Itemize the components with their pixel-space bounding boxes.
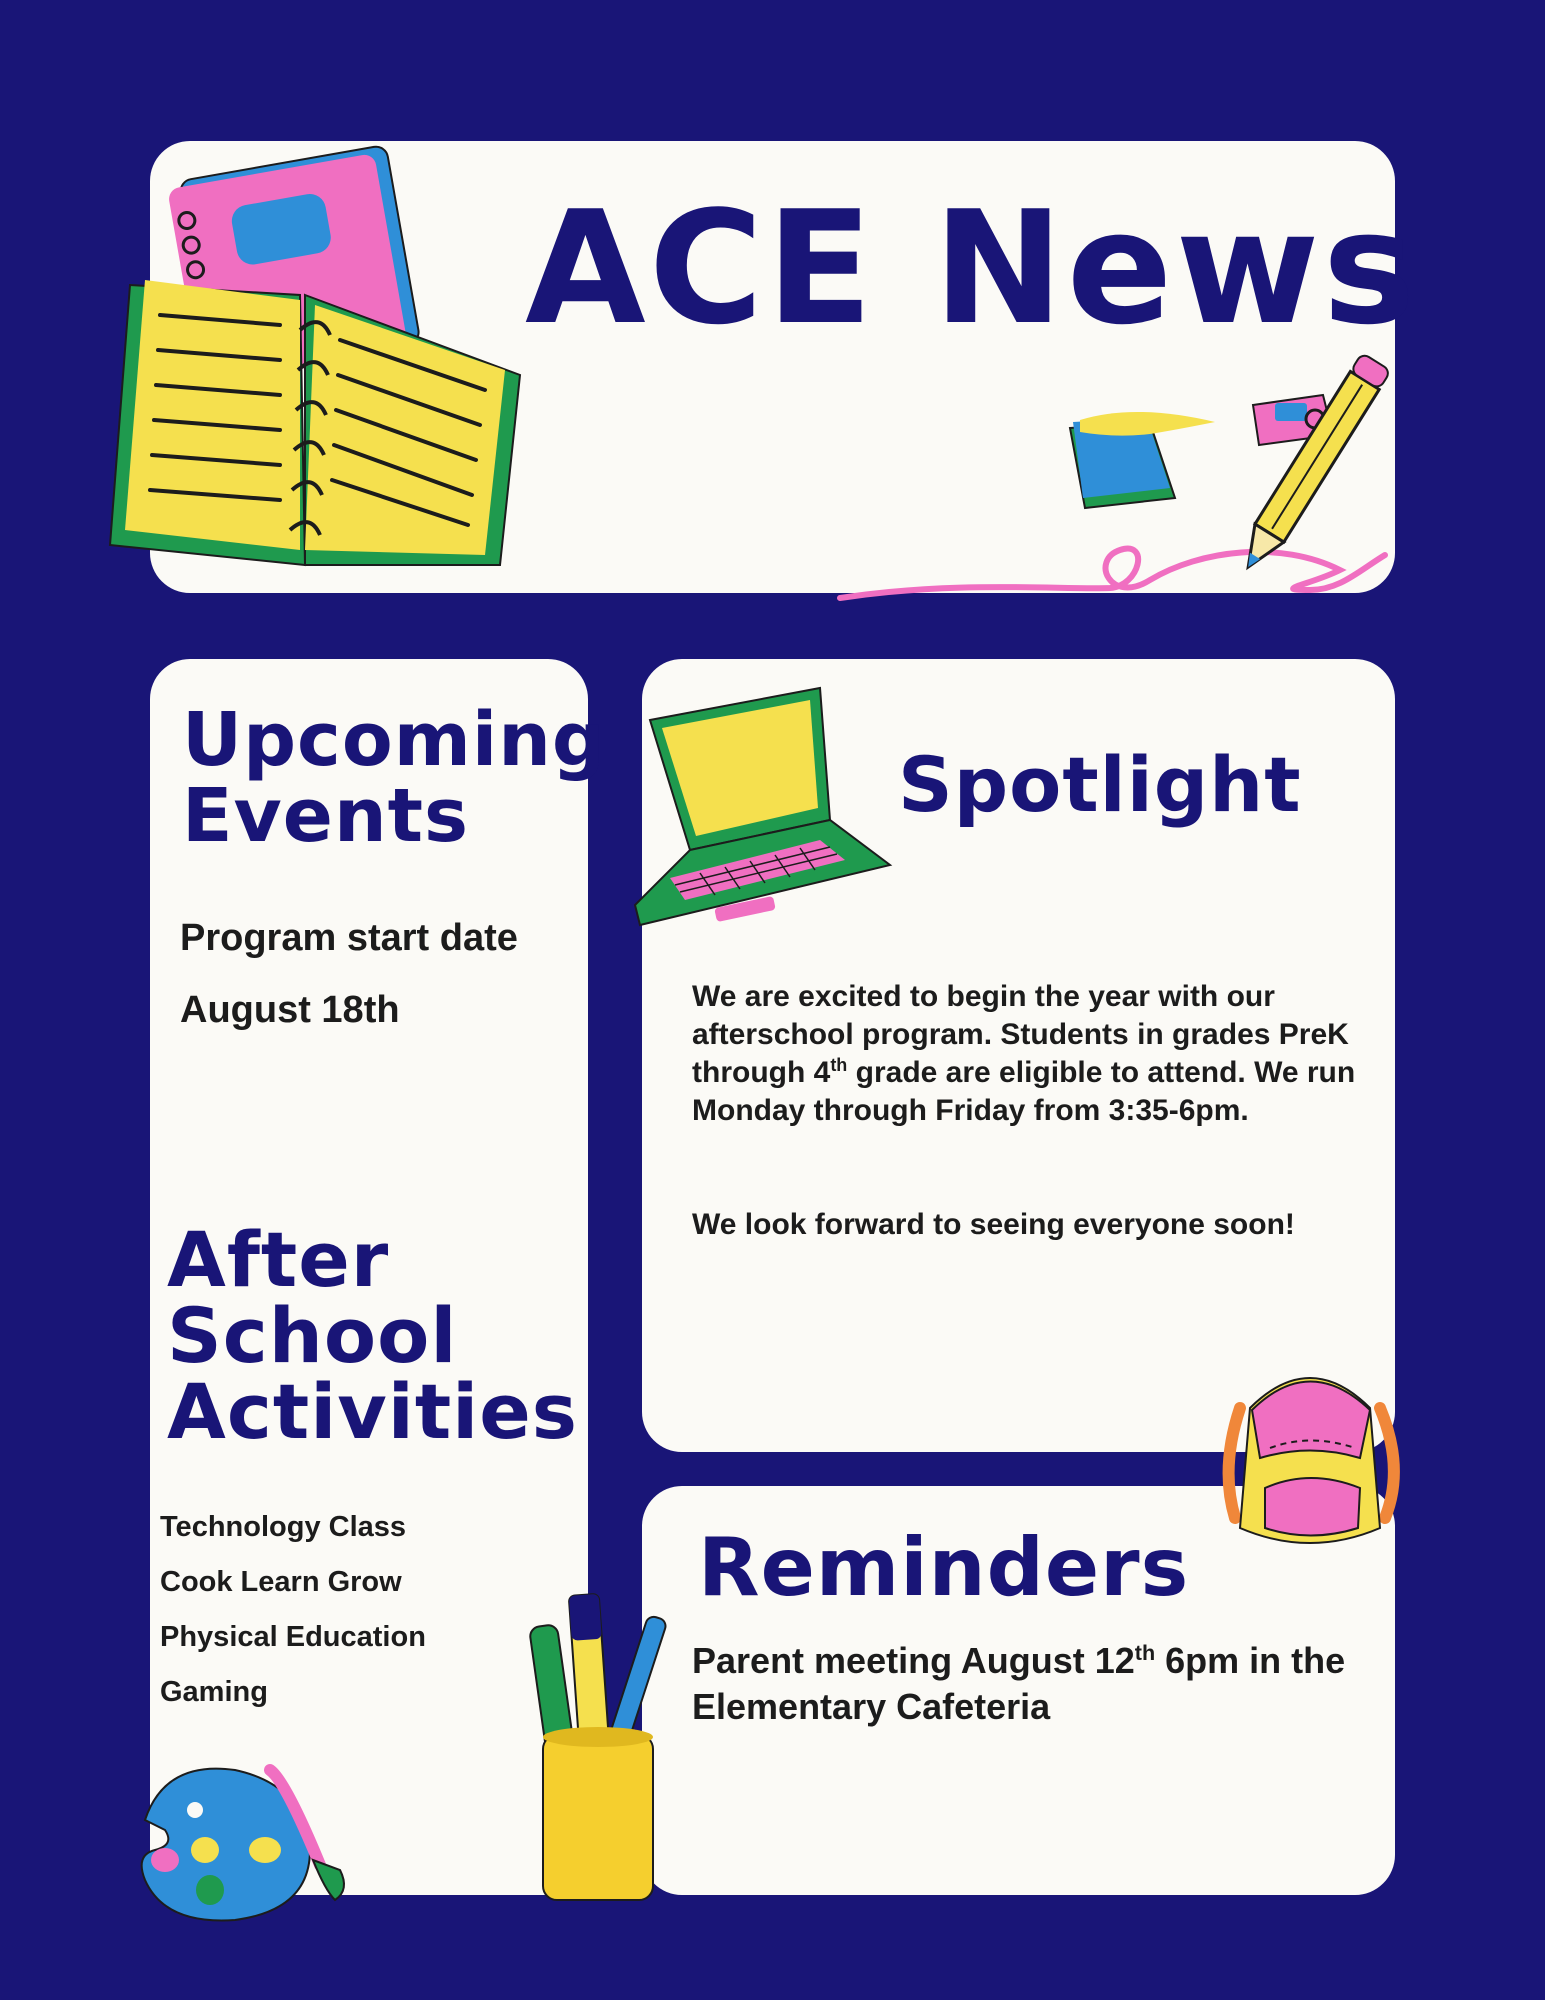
events-heading — [182, 697, 606, 859]
paint-palette-illustration — [125, 1760, 365, 1930]
events-heading-line1: Upcoming — [182, 697, 606, 783]
activities-heading-line2: School — [167, 1291, 458, 1380]
activity-item: Physical Education — [160, 1621, 426, 1653]
superscript: th — [1134, 1640, 1156, 1665]
laptop-illustration — [630, 680, 890, 930]
events-heading-line2: Events — [182, 773, 470, 859]
activities-heading-line1: After — [167, 1215, 390, 1304]
event-item: August 18th — [180, 989, 400, 1031]
activity-item: Gaming — [160, 1676, 268, 1708]
activities-heading — [167, 1215, 579, 1456]
spotlight-paragraph — [692, 978, 1372, 1130]
activities-list — [160, 1500, 426, 1720]
event-item: Program start date — [180, 917, 518, 959]
spotlight-closing: We look forward to seeing everyone soon! — [692, 1208, 1295, 1241]
activity-item: Technology Class — [160, 1511, 407, 1543]
newsletter-title: ACE News — [525, 177, 1419, 359]
marker-cup-illustration — [525, 1585, 675, 1905]
reminders-heading: Reminders — [698, 1521, 1190, 1614]
superscript: th — [830, 1055, 848, 1075]
reminder-text — [692, 1638, 1362, 1730]
activity-item: Cook Learn Grow — [160, 1566, 402, 1598]
spotlight-text-b: grade are eligible to attend. We run Monday through Friday from 3:35-6pm. — [692, 1056, 1356, 1127]
reminder-text-b: 6pm in the Elementary Cafeteria — [692, 1640, 1346, 1727]
pencil-illustration — [840, 340, 1440, 610]
spotlight-heading: Spotlight — [898, 740, 1302, 829]
notebooks-illustration — [100, 145, 540, 585]
activities-heading-line3: Activities — [167, 1367, 579, 1456]
backpack-illustration — [1210, 1348, 1410, 1558]
spotlight-text-a: We are excited to begin the year with our afterschool program. Students in grades PreK through 4 — [692, 980, 1349, 1089]
reminder-text-a: Parent meeting August 12 — [692, 1640, 1135, 1681]
